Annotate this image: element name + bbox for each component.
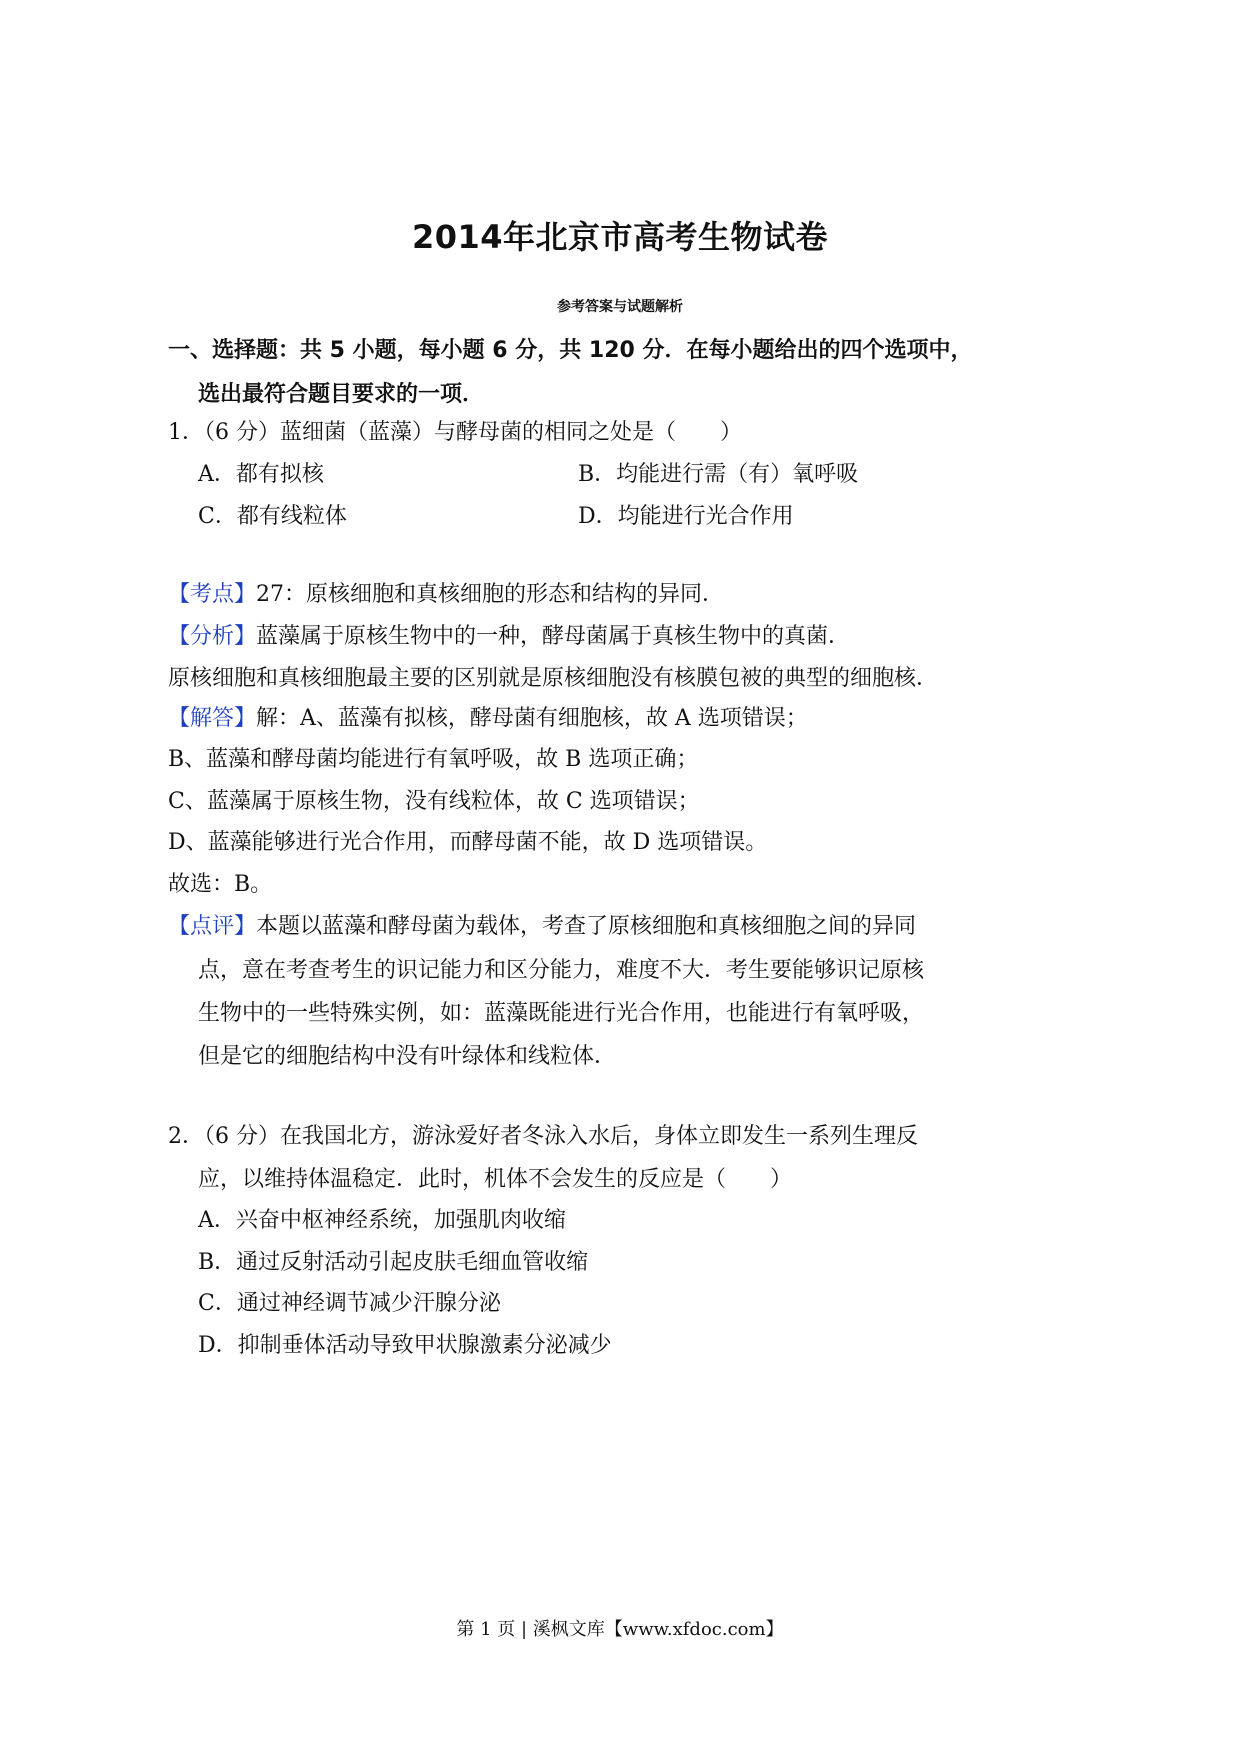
comment-tag: 【点评】 bbox=[168, 914, 257, 939]
comment-text: 本题以蓝藻和酵母菌为载体，考查了原核细胞和真核细胞之间的异同 bbox=[256, 914, 917, 939]
q1-answer-line-c: C、蓝藻属于原核生物，没有线粒体，故 C 选项错误； bbox=[168, 789, 700, 814]
q2-option-a: A．兴奋中枢神经系统，加强肌肉收缩 bbox=[198, 1208, 566, 1233]
document-title: 2014年北京市高考生物试卷 bbox=[411, 218, 829, 256]
q2-option-b: B．通过反射活动引起皮肤毛细血管收缩 bbox=[198, 1250, 589, 1275]
answer-tag: 【解答】 bbox=[168, 706, 257, 731]
q1-option-a: A．都有拟核 bbox=[198, 462, 324, 487]
q1-comment bbox=[168, 912, 916, 942]
q1-analysis-line-2: 原核细胞和真核细胞最主要的区别就是原核细胞没有核膜包被的典型的细胞核． bbox=[168, 666, 939, 691]
q1-answer-line-b: B、蓝藻和酵母菌均能进行有氧呼吸，故 B 选项正确； bbox=[168, 747, 699, 772]
q1-analysis bbox=[168, 622, 850, 652]
q1-point bbox=[168, 580, 724, 610]
q1-answer-line-d: D、蓝藻能够进行光合作用，而酵母菌不能，故 D 选项错误。 bbox=[168, 830, 768, 855]
document-subtitle: 参考答案与试题解析 bbox=[557, 299, 683, 315]
point-text: 27：原核细胞和真核细胞的形态和结构的异同． bbox=[256, 582, 725, 607]
answer-text: 解：A、蓝藻有拟核，酵母菌有细胞核，故 A 选项错误； bbox=[256, 706, 808, 731]
page-footer: 第 1 页 | 溪枫文库【www.xfdoc.com】 bbox=[456, 1619, 784, 1640]
q1-option-d: D．均能进行光合作用 bbox=[578, 504, 794, 529]
point-tag: 【考点】 bbox=[168, 582, 257, 607]
analysis-text: 蓝藻属于原核生物中的一种，酵母菌属于真核生物中的真菌． bbox=[256, 624, 851, 649]
q2-option-c: C．通过神经调节减少汗腺分泌 bbox=[198, 1291, 501, 1316]
section-heading-line-1: 一、选择题：共 5 小题，每小题 6 分，共 120 分．在每小题给出的四个选项中， bbox=[168, 338, 973, 363]
q1-comment-line-4: 但是它的细胞结构中没有叶绿体和线粒体． bbox=[198, 1044, 617, 1069]
q1-answer-choice: 故选：B。 bbox=[168, 872, 273, 897]
q1-comment-line-2: 点，意在考查考生的识记能力和区分能力，难度不大．考生要能够识记原核 bbox=[198, 958, 925, 983]
q1-stem: 1．（6 分）蓝细菌（蓝藻）与酵母菌的相同之处是（ ） bbox=[168, 420, 742, 445]
q1-comment-line-3: 生物中的一些特殊实例，如：蓝藻既能进行光合作用，也能进行有氧呼吸， bbox=[198, 1001, 925, 1026]
section-heading-line-2: 选出最符合题目要求的一项． bbox=[198, 382, 485, 407]
q2-option-d: D．抑制垂体活动导致甲状腺激素分泌减少 bbox=[198, 1333, 612, 1358]
analysis-tag: 【分析】 bbox=[168, 624, 257, 649]
q2-stem-line-2: 应，以维持体温稳定．此时，机体不会发生的反应是（ ） bbox=[198, 1167, 793, 1192]
q2-stem-line-1: 2．（6 分）在我国北方，游泳爱好者冬泳入水后，身体立即发生一系列生理反 bbox=[168, 1124, 918, 1149]
q1-option-b: B．均能进行需（有）氧呼吸 bbox=[578, 462, 859, 487]
q1-option-c: C．都有线粒体 bbox=[198, 504, 347, 529]
q1-answer bbox=[168, 704, 808, 734]
